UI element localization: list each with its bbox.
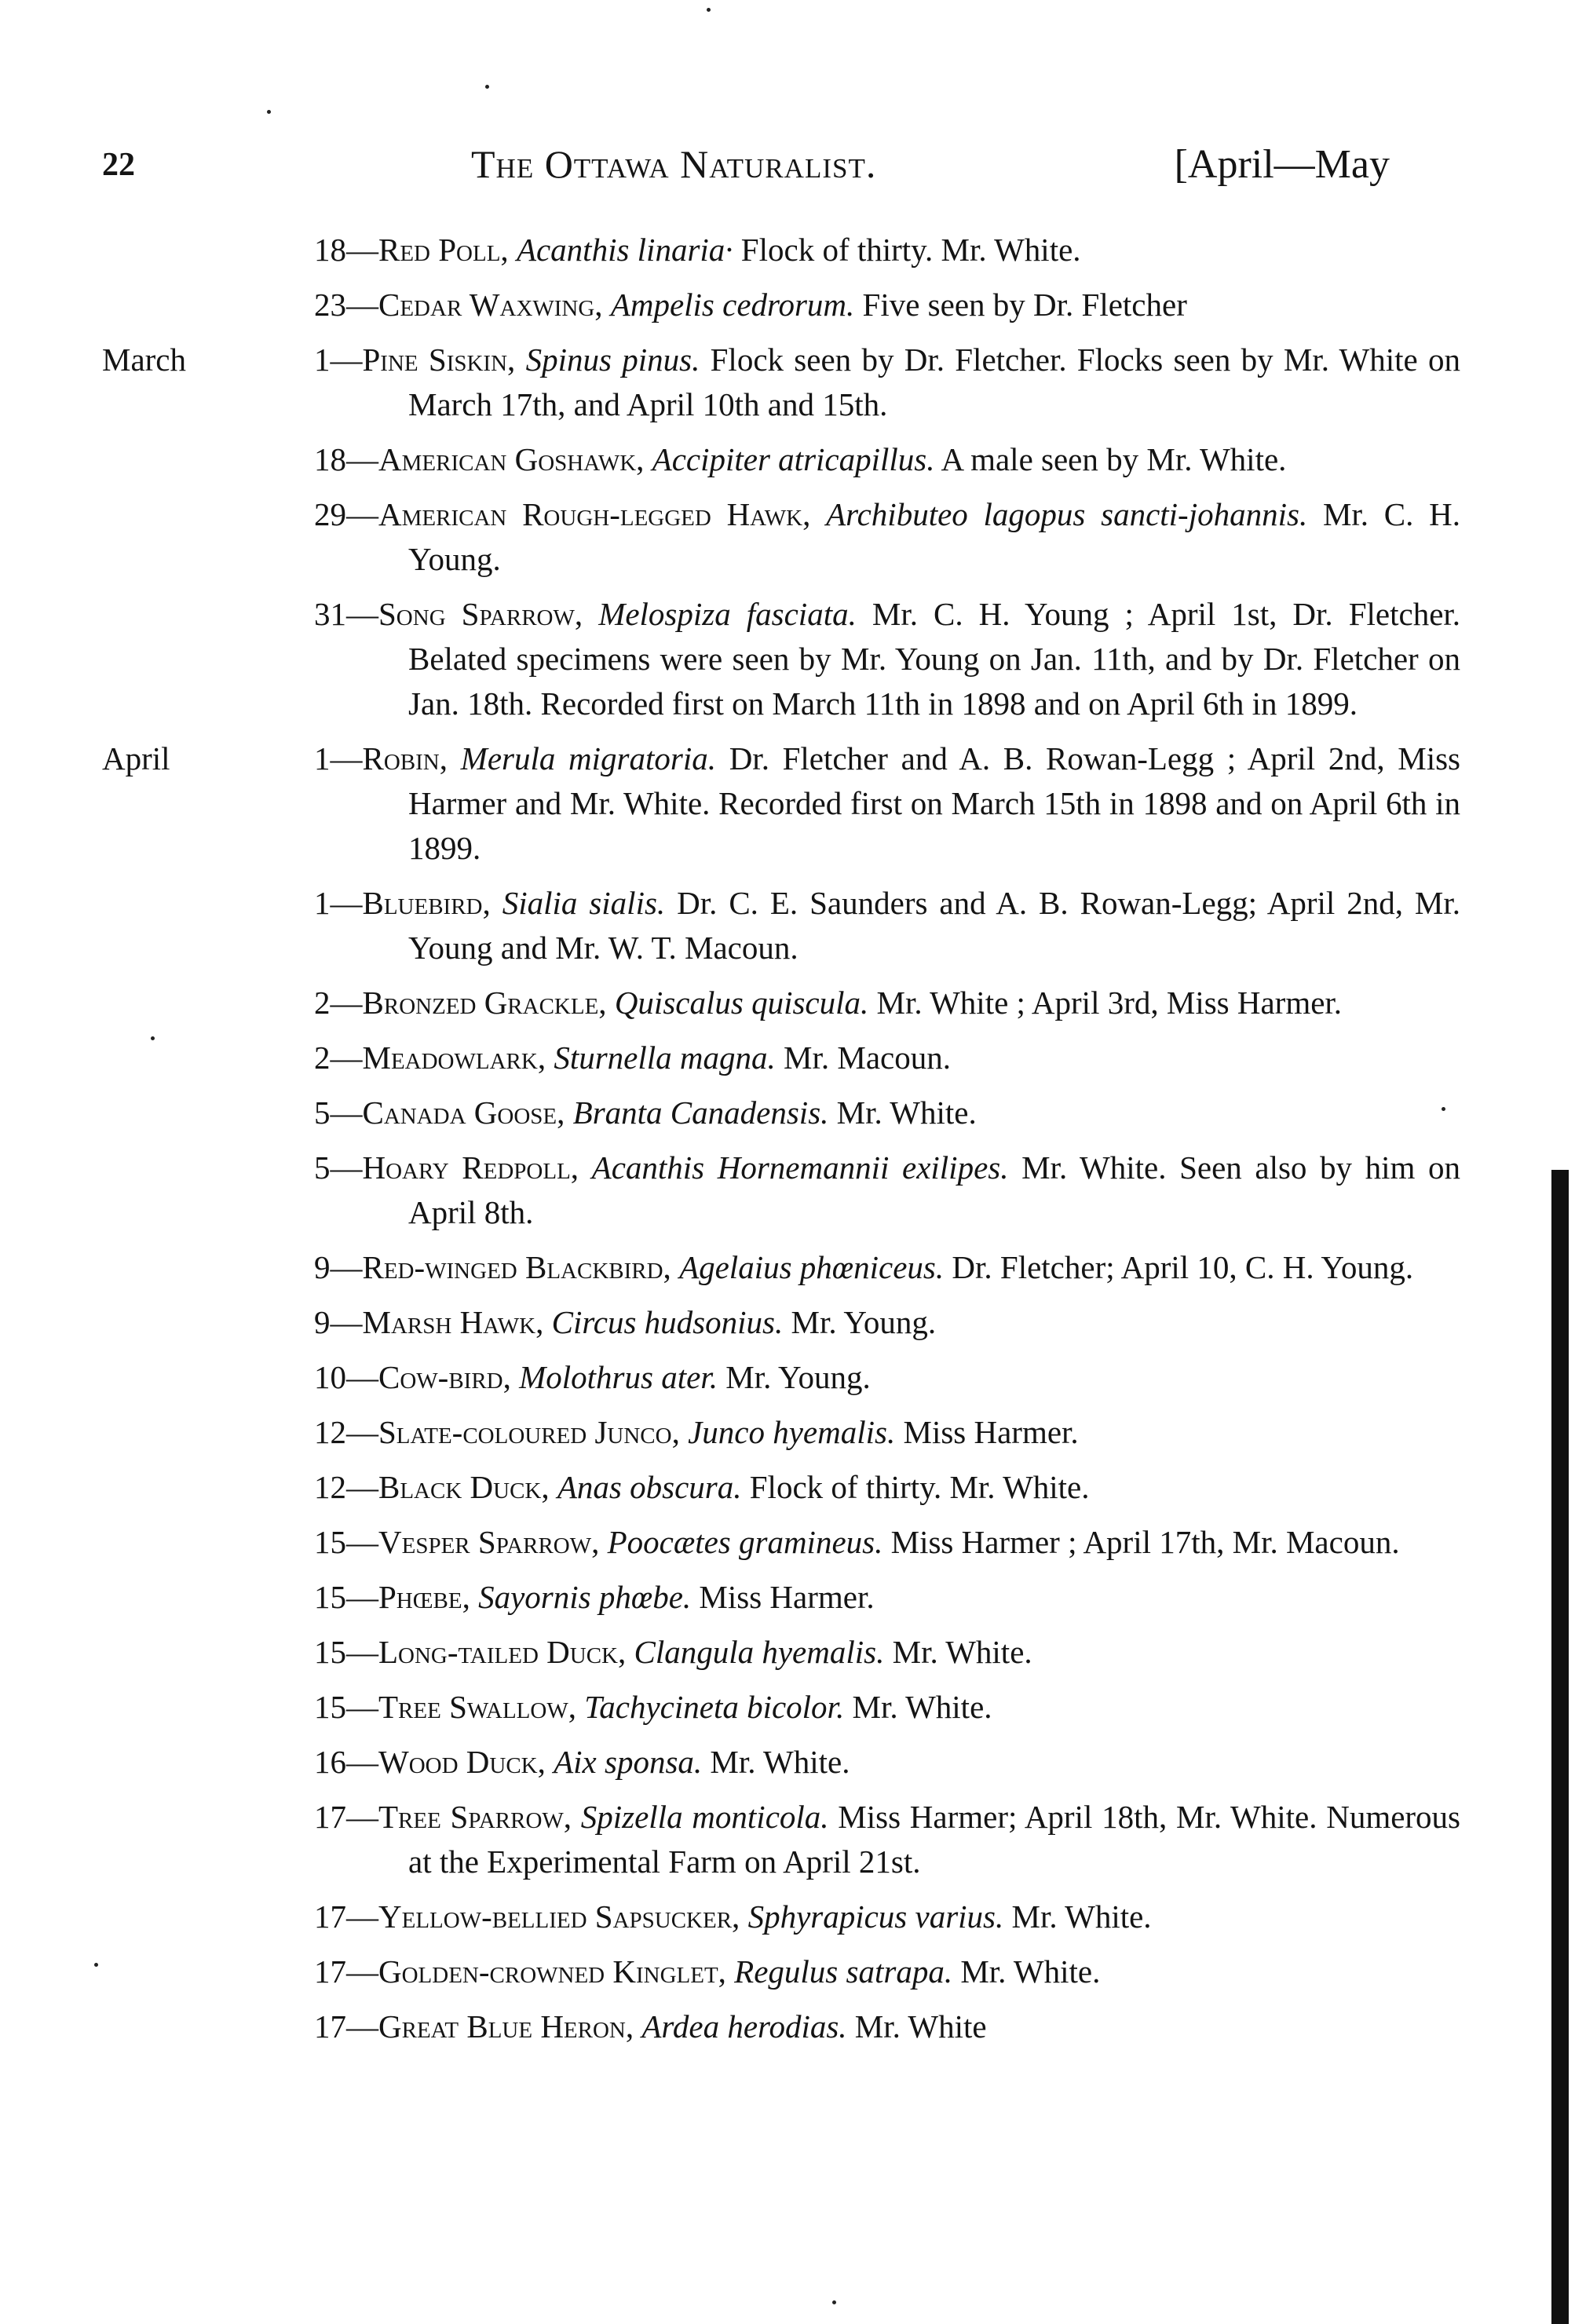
bird-latin-name: Sialia sialis.	[502, 885, 666, 921]
observation-note: Mr. C. H. Young ; April 1st, Dr. Fletcher. Belated specimens were seen by Mr. Young on Jan. 11th, and by Dr. Fletcher on Jan. 18th. Recorded first on March 11th in 1898 and on April 6th in 1899.	[408, 596, 1461, 722]
entry-text: 9—Marsh Hawk, Circus hudsonius. Mr. Young.	[314, 1304, 937, 1340]
entry-text: 23—Cedar Waxwing, Ampelis cedrorum. Five seen by Dr. Fletcher	[314, 287, 1187, 323]
bird-latin-name: Agelaius phœniceus.	[679, 1249, 945, 1285]
page-number: 22	[102, 147, 135, 183]
entry-text: 17—Golden-crowned Kinglet, Regulus satrapa. Mr. White.	[314, 1953, 1101, 1990]
observation-entry	[0, 2004, 1575, 2049]
entry-text: 9—Red-winged Blackbird, Agelaius phœniceus. Dr. Fletcher; April 10, C. H. Young.	[314, 1249, 1414, 1285]
scan-edge	[1551, 1170, 1569, 2324]
entry-text: 18—Red Poll, Acanthis linaria· Flock of thirty. Mr. White.	[314, 232, 1081, 268]
scan-speck	[485, 85, 489, 89]
scan-speck	[1442, 1107, 1445, 1111]
observation-entry	[0, 228, 1575, 272]
entry-day: 5	[314, 1094, 331, 1131]
bird-latin-name: Molothrus ater.	[519, 1359, 718, 1395]
entry-day: 17	[314, 1898, 346, 1935]
entry-day: 31	[314, 596, 346, 632]
bird-common-name: Pine Siskin,	[362, 342, 516, 378]
bird-common-name: American Goshawk,	[378, 441, 645, 477]
observation-note: Miss Harmer.	[903, 1414, 1079, 1450]
entry-day: 17	[314, 2008, 346, 2044]
observation-note: Flock of thirty. Mr. White.	[740, 232, 1081, 268]
observation-note: Mr. White. Seen also by him on April 8th.	[408, 1149, 1461, 1230]
bird-common-name: Robin,	[362, 740, 448, 776]
bird-common-name: Long-tailed Duck,	[378, 1634, 627, 1670]
observation-entry	[0, 1245, 1575, 1290]
bird-latin-name: Merula migratoria.	[460, 740, 716, 776]
observation-note: Mr. White.	[710, 1744, 850, 1780]
observation-note: Dr. Fletcher; April 10, C. H. Young.	[952, 1249, 1414, 1285]
observation-note: Miss Harmer ; April 17th, Mr. Macoun.	[890, 1524, 1400, 1560]
entry-text: 2—Meadowlark, Sturnella magna. Mr. Macoun.	[314, 1040, 951, 1076]
bird-latin-name: Aix sponsa.	[554, 1744, 703, 1780]
entry-day: 12	[314, 1414, 346, 1450]
bird-common-name: Slate-coloured Junco,	[378, 1414, 680, 1450]
observation-note: Mr. Young.	[791, 1304, 937, 1340]
bird-common-name: American Rough-legged Hawk,	[378, 496, 811, 532]
entry-text: 15—Tree Swallow, Tachycineta bicolor. Mr. White.	[314, 1689, 992, 1725]
observation-note: Mr. White.	[1011, 1898, 1152, 1935]
bird-common-name: Great Blue Heron,	[378, 2008, 634, 2044]
observation-entry	[0, 981, 1575, 1025]
month-label: March	[102, 342, 187, 378]
bird-common-name: Hoary Redpoll,	[362, 1149, 579, 1186]
bird-common-name: Golden-crowned Kinglet,	[378, 1953, 726, 1990]
entry-day: 15	[314, 1579, 346, 1615]
entry-day: 2	[314, 985, 331, 1021]
bird-common-name: Meadowlark,	[362, 1040, 546, 1076]
entry-day: 1	[314, 885, 331, 921]
observation-note: A male seen by Mr. White.	[941, 441, 1287, 477]
entry-text: 18—American Goshawk, Accipiter atricapillus. A male seen by Mr. White.	[314, 441, 1287, 477]
observation-entry	[0, 1895, 1575, 1939]
observation-list	[0, 228, 1575, 2059]
bird-latin-name: Spizella monticola.	[580, 1799, 829, 1835]
entry-day: 5	[314, 1149, 331, 1186]
bird-latin-name: Junco hyemalis.	[688, 1414, 896, 1450]
entry-text: 1—Bluebird, Sialia sialis. Dr. C. E. Saunders and A. B. Rowan-Legg; April 2nd, Mr. Young and Mr. W. T. Macoun.	[314, 885, 1461, 966]
observation-note: Miss Harmer.	[699, 1579, 875, 1615]
entry-text: 17—Yellow-bellied Sapsucker, Sphyrapicus varius. Mr. White.	[314, 1898, 1152, 1935]
entry-text: 15—Long-tailed Duck, Clangula hyemalis. Mr. White.	[314, 1634, 1032, 1670]
observation-note: Mr. White.	[892, 1634, 1032, 1670]
observation-entry	[0, 1685, 1575, 1730]
bird-latin-name: Clangula hyemalis.	[634, 1634, 885, 1670]
entry-day: 17	[314, 1799, 346, 1835]
observation-entry	[0, 283, 1575, 327]
observation-note: Dr. Fletcher and A. B. Rowan-Legg ; April 2nd, Miss Harmer and Mr. White. Recorded first on March 15th in 1898 and on April 6th in 1899.	[408, 740, 1461, 866]
entry-day: 16	[314, 1744, 346, 1780]
bird-latin-name: Archibuteo lagopus sancti-johannis.	[826, 496, 1308, 532]
observation-entry	[0, 1465, 1575, 1510]
entry-text: 17—Tree Sparrow, Spizella monticola. Miss Harmer; April 18th, Mr. White. Numerous at the Experimental Farm on April 21st.	[314, 1799, 1461, 1880]
journal-title: The Ottawa Naturalist.	[471, 142, 877, 186]
entry-text: 5—Canada Goose, Branta Canadensis. Mr. White.	[314, 1094, 977, 1131]
entry-text: 10—Cow-bird, Molothrus ater. Mr. Young.	[314, 1359, 871, 1395]
bird-common-name: Wood Duck,	[378, 1744, 546, 1780]
observation-entry	[0, 1949, 1575, 1994]
observation-note: Five seen by Dr. Fletcher	[862, 287, 1187, 323]
observation-note: Mr. White.	[960, 1953, 1101, 1990]
observation-entry	[0, 1091, 1575, 1135]
entry-text: 15—Vesper Sparrow, Poocætes gramineus. Miss Harmer ; April 17th, Mr. Macoun.	[314, 1524, 1400, 1560]
observation-note: Dr. C. E. Saunders and A. B. Rowan-Legg; April 2nd, Mr. Young and Mr. W. T. Macoun.	[408, 885, 1461, 966]
observation-note: Mr. White.	[852, 1689, 992, 1725]
entry-day: 23	[314, 287, 346, 323]
bird-common-name: Vesper Sparrow,	[378, 1524, 600, 1560]
observation-entry	[0, 338, 1575, 427]
entry-text: 31—Song Sparrow, Melospiza fasciata. Mr. C. H. Young ; April 1st, Dr. Fletcher. Belated specimens were seen by Mr. Young on Jan. 11th, and by Dr. Fletcher on Jan. 18th. Recorded first on March 11th in 1898 and on April 6th in 1899.	[314, 596, 1461, 722]
bird-latin-name: Anas obscura.	[557, 1469, 742, 1505]
bird-common-name: Bluebird,	[362, 885, 491, 921]
entry-text: 2—Bronzed Grackle, Quiscalus quiscula. Mr. White ; April 3rd, Miss Harmer.	[314, 985, 1343, 1021]
observation-entry	[0, 1410, 1575, 1455]
entry-text: 15—Phœbe, Sayornis phœbe. Miss Harmer.	[314, 1579, 875, 1615]
page-header	[79, 141, 1390, 196]
observation-note: Miss Harmer; April 18th, Mr. White. Numerous at the Experimental Farm on April 21st.	[408, 1799, 1461, 1880]
bird-common-name: Red Poll,	[378, 232, 509, 268]
issue-label: [April—May	[1174, 142, 1390, 187]
entry-day: 9	[314, 1304, 331, 1340]
entry-day: 1	[314, 740, 331, 776]
observation-entry	[0, 1575, 1575, 1620]
bird-common-name: Cow-bird,	[378, 1359, 511, 1395]
bird-common-name: Canada Goose,	[362, 1094, 565, 1131]
observation-note: Flock seen by Dr. Fletcher. Flocks seen by Mr. White on March 17th, and April 10th and 15th.	[408, 342, 1461, 422]
observation-note: Mr. Young.	[725, 1359, 871, 1395]
bird-common-name: Phœbe,	[378, 1579, 470, 1615]
observation-entry	[0, 1300, 1575, 1345]
entry-text: 12—Slate-coloured Junco, Junco hyemalis. Miss Harmer.	[314, 1414, 1079, 1450]
bird-latin-name: Circus hudsonius.	[551, 1304, 784, 1340]
entry-day: 15	[314, 1634, 346, 1670]
bird-common-name: Yellow-bellied Sapsucker,	[378, 1898, 740, 1935]
bird-latin-name: Sayornis phœbe.	[478, 1579, 692, 1615]
observation-entry	[0, 1740, 1575, 1785]
bird-common-name: Red-winged Blackbird,	[362, 1249, 671, 1285]
bird-latin-name: Sturnella magna.	[554, 1040, 776, 1076]
bird-common-name: Tree Sparrow,	[378, 1799, 572, 1835]
observation-note: Mr. Macoun.	[784, 1040, 951, 1076]
entry-text: 1—Robin, Merula migratoria. Dr. Fletcher and A. B. Rowan-Legg ; April 2nd, Miss Harmer and Mr. White. Recorded first on March 15th in 1898 and on April 6th in 1899.	[314, 740, 1461, 866]
entry-text: 5—Hoary Redpoll, Acanthis Hornemannii exilipes. Mr. White. Seen also by him on April 8th.	[314, 1149, 1461, 1230]
bird-latin-name: Acanthis linaria·	[516, 232, 733, 268]
entry-day: 9	[314, 1249, 331, 1285]
scan-speck	[707, 8, 711, 12]
observation-entry	[0, 592, 1575, 726]
observation-entry	[0, 1036, 1575, 1080]
bird-common-name: Cedar Waxwing,	[378, 287, 603, 323]
bird-latin-name: Quiscalus quiscula.	[614, 985, 869, 1021]
entry-day: 2	[314, 1040, 331, 1076]
bird-latin-name: Accipiter atricapillus.	[652, 441, 935, 477]
observation-entry	[0, 492, 1575, 582]
entry-text: 1—Pine Siskin, Spinus pinus. Flock seen by Dr. Fletcher. Flocks seen by Mr. White on March 17th, and April 10th and 15th.	[314, 342, 1461, 422]
entry-day: 17	[314, 1953, 346, 1990]
observation-entry	[0, 437, 1575, 482]
bird-latin-name: Sphyrapicus varius.	[747, 1898, 1004, 1935]
scan-speck	[94, 1963, 98, 1967]
bird-latin-name: Ampelis cedrorum.	[610, 287, 855, 323]
observation-entry	[0, 1355, 1575, 1400]
observation-entry	[0, 1520, 1575, 1565]
scan-speck	[151, 1036, 155, 1040]
entry-day: 1	[314, 342, 331, 378]
scan-speck	[267, 110, 271, 114]
bird-latin-name: Regulus satrapa.	[734, 1953, 953, 1990]
entry-text: 17—Great Blue Heron, Ardea herodias. Mr. White	[314, 2008, 987, 2044]
bird-common-name: Marsh Hawk,	[362, 1304, 544, 1340]
observation-entry	[0, 881, 1575, 970]
entry-day: 29	[314, 496, 346, 532]
observation-entry	[0, 736, 1575, 871]
bird-latin-name: Spinus pinus.	[525, 342, 700, 378]
observation-note: Mr. C. H. Young.	[408, 496, 1460, 577]
observation-entry	[0, 1146, 1575, 1235]
entry-day: 15	[314, 1689, 346, 1725]
entry-day: 18	[314, 232, 346, 268]
observation-note: Mr. White	[854, 2008, 987, 2044]
entry-day: 15	[314, 1524, 346, 1560]
entry-day: 10	[314, 1359, 346, 1395]
bird-common-name: Song Sparrow,	[378, 596, 583, 632]
observation-note: Mr. White ; April 3rd, Miss Harmer.	[876, 985, 1343, 1021]
bird-common-name: Bronzed Grackle,	[362, 985, 607, 1021]
bird-latin-name: Branta Canadensis.	[572, 1094, 829, 1131]
bird-common-name: Black Duck,	[378, 1469, 550, 1505]
observation-entry	[0, 1630, 1575, 1675]
bird-latin-name: Tachycineta bicolor.	[584, 1689, 845, 1725]
entry-text: 29—American Rough-legged Hawk, Archibuteo lagopus sancti-johannis. Mr. C. H. Young.	[314, 496, 1460, 577]
bird-latin-name: Ardea herodias.	[641, 2008, 847, 2044]
entry-day: 18	[314, 441, 346, 477]
bird-common-name: Tree Swallow,	[378, 1689, 576, 1725]
entry-text: 12—Black Duck, Anas obscura. Flock of thirty. Mr. White.	[314, 1469, 1090, 1505]
entry-day: 12	[314, 1469, 346, 1505]
bird-latin-name: Poocætes gramineus.	[607, 1524, 883, 1560]
bird-latin-name: Acanthis Hornemannii exilipes.	[591, 1149, 1009, 1186]
observation-note: Flock of thirty. Mr. White.	[749, 1469, 1090, 1505]
bird-latin-name: Melospiza fasciata.	[598, 596, 857, 632]
scan-speck	[832, 2300, 836, 2304]
observation-entry	[0, 1795, 1575, 1884]
month-label: April	[102, 740, 170, 776]
observation-note: Mr. White.	[836, 1094, 977, 1131]
entry-text: 16—Wood Duck, Aix sponsa. Mr. White.	[314, 1744, 850, 1780]
